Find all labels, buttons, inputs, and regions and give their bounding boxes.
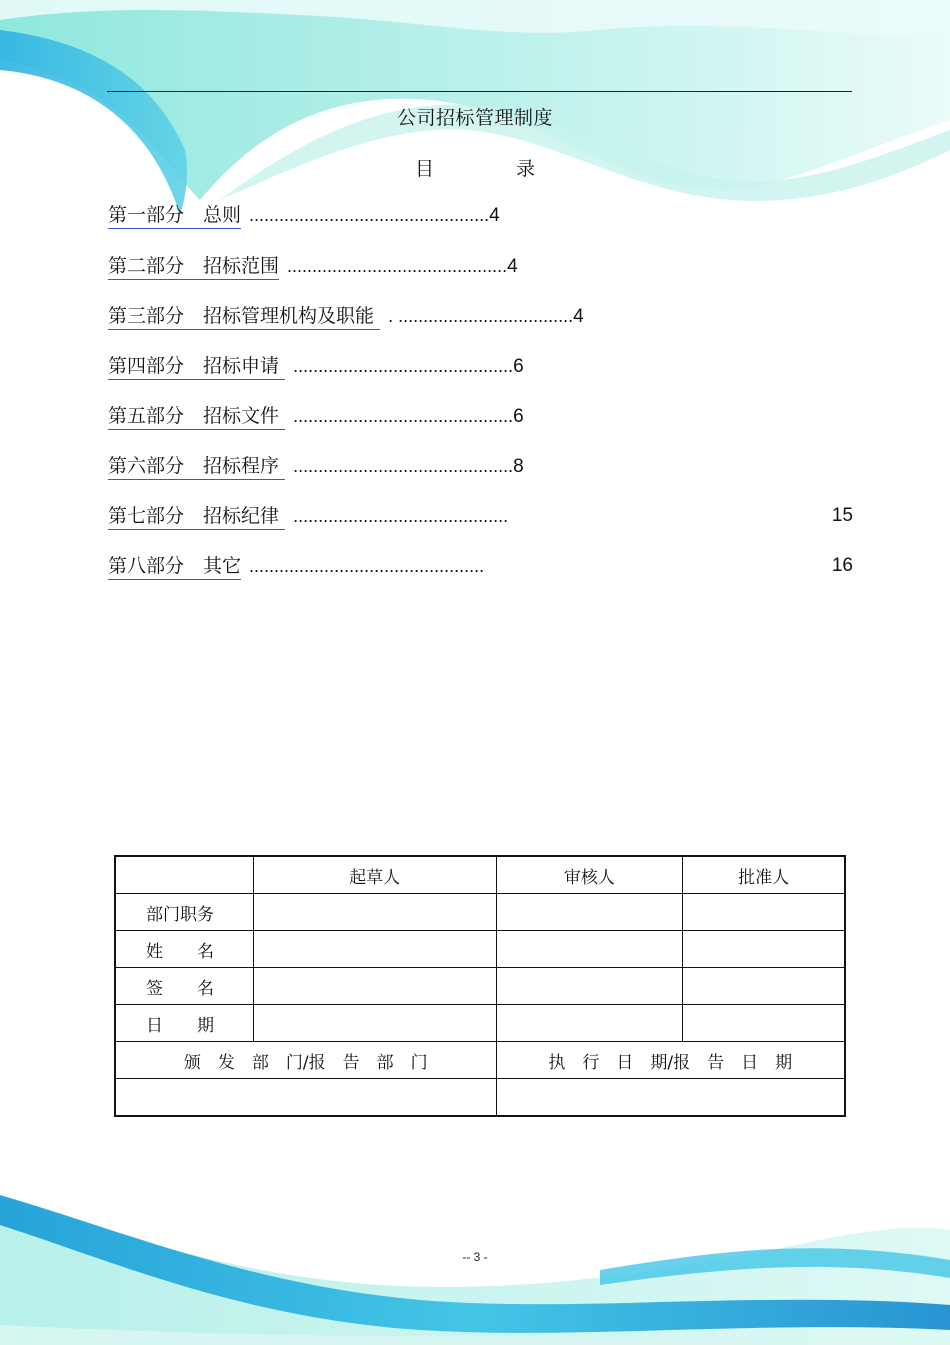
- toc-link[interactable]: [108, 503, 285, 530]
- table-row: [115, 931, 845, 968]
- table-row: [115, 968, 845, 1005]
- table-row: [115, 1005, 845, 1042]
- toc-part-label: 第二部分: [108, 255, 185, 277]
- approver-cell[interactable]: [683, 931, 845, 968]
- toc-section-name: 招标文件: [203, 405, 280, 427]
- toc-section-name: 其它: [203, 555, 242, 577]
- toc-link[interactable]: [108, 403, 285, 430]
- approval-corner-cell: [115, 856, 253, 894]
- reviewer-cell[interactable]: [496, 931, 683, 968]
- table-row: [115, 894, 845, 931]
- toc-leader-dots: ............................................: [293, 406, 514, 426]
- toc-section-name: 招标管理机构及职能: [203, 305, 375, 327]
- toc-part-label: 第八部分: [108, 555, 185, 577]
- issuing-department-cell[interactable]: [115, 1079, 496, 1117]
- reviewer-cell[interactable]: [496, 968, 683, 1005]
- issue-header-row: [115, 1042, 845, 1079]
- row-label-date: 日 期: [115, 1005, 253, 1042]
- toc-entry: [108, 501, 853, 531]
- toc-page-number: 15: [831, 505, 853, 526]
- reviewer-header: 审核人: [496, 856, 683, 894]
- toc-leader-dots: ................................................: [249, 205, 490, 225]
- toc-link[interactable]: [108, 453, 285, 480]
- effective-date-label: 执 行 日 期/报 告 日 期: [496, 1042, 845, 1079]
- toc-entry: [108, 200, 853, 230]
- toc-entry: [108, 301, 853, 331]
- toc-leader-dots: ...........................................: [293, 506, 509, 526]
- toc-part-label: 第五部分: [108, 405, 185, 427]
- toc-leader-dots: ............................................: [293, 456, 514, 476]
- header-rule: [107, 91, 852, 92]
- toc-section-name: 招标纪律: [203, 505, 280, 527]
- toc-link[interactable]: [108, 253, 279, 280]
- toc-entry: [108, 251, 853, 281]
- approval-table: [114, 855, 846, 1117]
- toc-section-name: 招标程序: [203, 455, 280, 477]
- toc-entry: [108, 351, 853, 381]
- toc-page-number: 6: [513, 356, 524, 377]
- document-title: 公司招标管理制度: [396, 107, 553, 129]
- toc-part-label: 第三部分: [108, 305, 185, 327]
- toc-link[interactable]: [108, 353, 285, 380]
- row-label-position: 部门职务: [115, 894, 253, 931]
- reviewer-cell[interactable]: [496, 894, 683, 931]
- toc-section-name: 总则: [203, 204, 242, 226]
- toc-part-label: 第七部分: [108, 505, 185, 527]
- toc-page-number: 16: [831, 555, 853, 576]
- toc-entry: [108, 451, 853, 481]
- drafter-cell[interactable]: [253, 894, 496, 931]
- toc-leader-dots: ............................................: [293, 356, 514, 376]
- toc-heading: 目 录: [414, 158, 574, 180]
- approval-header-row: [115, 856, 845, 894]
- toc-page-number: 4: [573, 306, 584, 327]
- toc-part-label: 第四部分: [108, 355, 185, 377]
- drafter-cell[interactable]: [253, 968, 496, 1005]
- row-label-name: 姓 名: [115, 931, 253, 968]
- toc-section-name: 招标申请: [203, 355, 280, 377]
- page-number: -- 3 -: [462, 1250, 488, 1264]
- effective-date-cell[interactable]: [496, 1079, 845, 1117]
- approver-cell[interactable]: [683, 894, 845, 931]
- approver-header: 批准人: [683, 856, 845, 894]
- drafter-header: 起草人: [253, 856, 496, 894]
- toc-page-number: 4: [507, 256, 518, 277]
- toc-link[interactable]: [108, 202, 241, 229]
- toc-page-number: 6: [513, 406, 524, 427]
- drafter-cell[interactable]: [253, 931, 496, 968]
- toc-part-label: 第一部分: [108, 204, 185, 226]
- toc-leader-dots: ............................................: [287, 256, 508, 276]
- drafter-cell[interactable]: [253, 1005, 496, 1042]
- row-label-signature: 签 名: [115, 968, 253, 1005]
- toc-entry: [108, 551, 853, 581]
- toc-leader-dots: . ...................................: [388, 306, 574, 326]
- toc-leader-dots: ...............................................: [249, 556, 485, 576]
- toc-entry: [108, 401, 853, 431]
- toc-section-name: 招标范围: [203, 255, 280, 277]
- toc-link[interactable]: [108, 553, 241, 580]
- toc-part-label: 第六部分: [108, 455, 185, 477]
- toc-link[interactable]: [108, 303, 380, 330]
- approver-cell[interactable]: [683, 1005, 845, 1042]
- reviewer-cell[interactable]: [496, 1005, 683, 1042]
- toc-page-number: 8: [513, 456, 524, 477]
- issue-value-row: [115, 1079, 845, 1117]
- approver-cell[interactable]: [683, 968, 845, 1005]
- toc-page-number: 4: [489, 205, 500, 226]
- issuing-department-label: 颁 发 部 门/报 告 部 门: [115, 1042, 496, 1079]
